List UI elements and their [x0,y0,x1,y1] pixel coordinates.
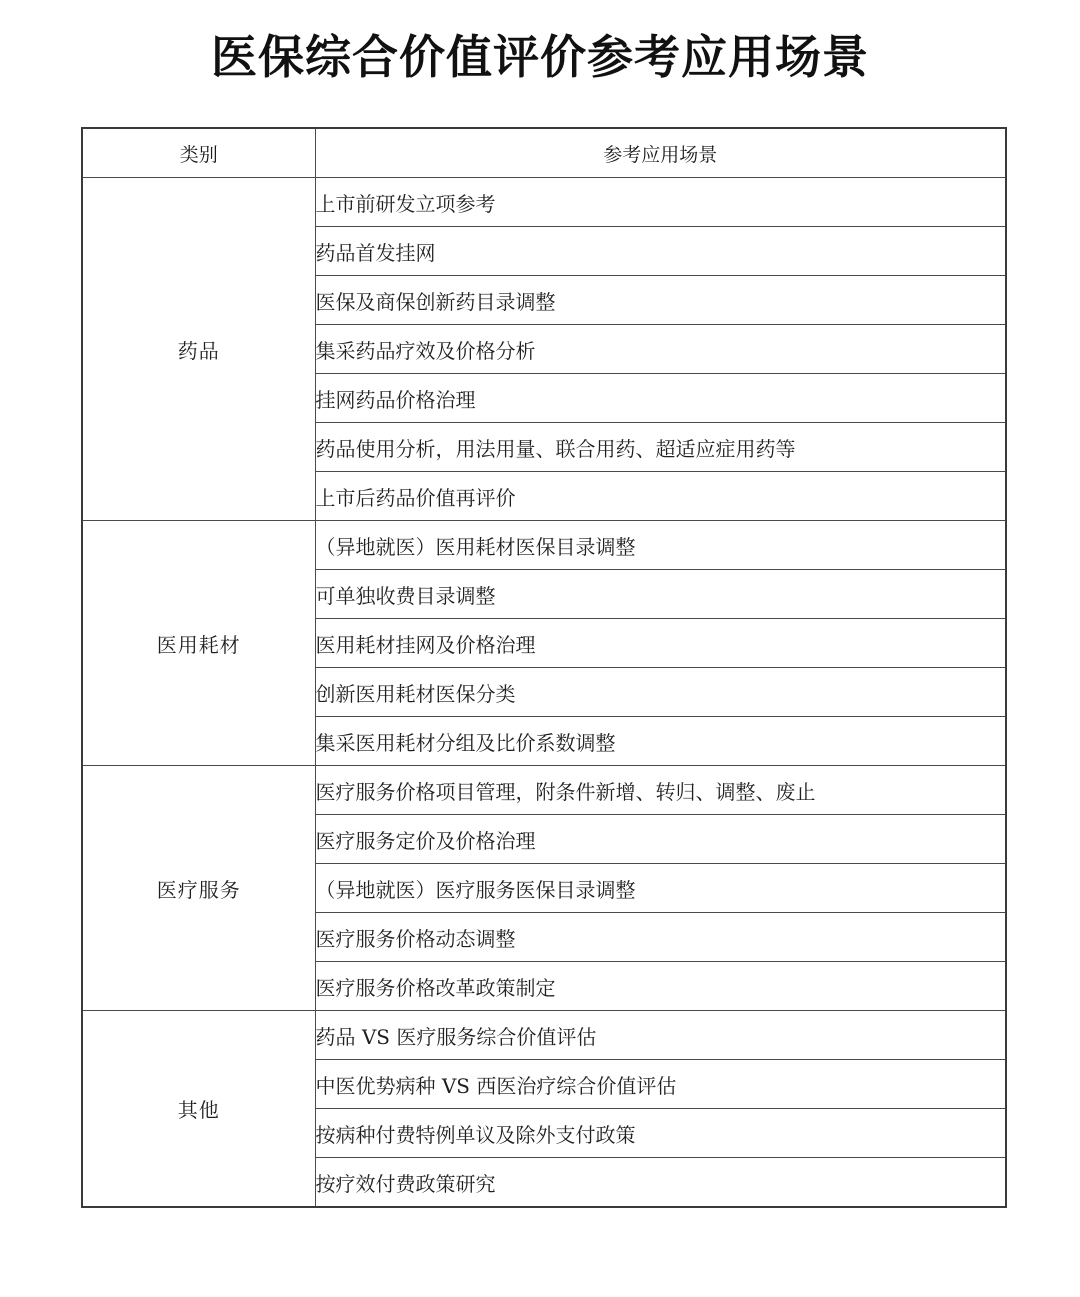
table-row [82,766,1006,815]
scene-cell: 医疗服务定价及价格治理 [315,815,1006,864]
table-row [82,521,1006,570]
scene-cell: 药品首发挂网 [315,227,1006,276]
scene-cell: 可单独收费目录调整 [315,570,1006,619]
scene-cell: 按疗效付费政策研究 [315,1158,1006,1208]
scene-cell: 药品 VS 医疗服务综合价值评估 [315,1011,1006,1060]
category-header: 类别 [82,128,315,178]
category-cell-medical-services: 医疗服务 [82,766,315,1011]
scene-cell: 创新医用耗材医保分类 [315,668,1006,717]
scenes-table [81,127,1007,1208]
scene-cell: 医疗服务价格项目管理，附条件新增、转归、调整、废止 [315,766,1006,815]
table-row [82,178,1006,227]
scene-cell: 医疗服务价格改革政策制定 [315,962,1006,1011]
scene-cell: （异地就医）医用耗材医保目录调整 [315,521,1006,570]
category-cell-consumables: 医用耗材 [82,521,315,766]
scene-cell: 医保及商保创新药目录调整 [315,276,1006,325]
scene-cell: 挂网药品价格治理 [315,374,1006,423]
scene-cell: 集采药品疗效及价格分析 [315,325,1006,374]
scene-cell: 上市后药品价值再评价 [315,472,1006,521]
scene-cell: 药品使用分析，用法用量、联合用药、超适应症用药等 [315,423,1006,472]
page-title: 医保综合价值评价参考应用场景 [211,30,869,84]
table-row [82,1011,1006,1060]
category-cell-drugs: 药品 [82,178,315,521]
scene-cell: 医疗服务价格动态调整 [315,913,1006,962]
scene-cell: 中医优势病种 VS 西医治疗综合价值评估 [315,1060,1006,1109]
scene-cell: 上市前研发立项参考 [315,178,1006,227]
scene-cell: 集采医用耗材分组及比价系数调整 [315,717,1006,766]
scene-cell: 按病种付费特例单议及除外支付政策 [315,1109,1006,1158]
category-cell-other: 其他 [82,1011,315,1208]
scene-cell: （异地就医）医疗服务医保目录调整 [315,864,1006,913]
scene-header: 参考应用场景 [315,128,1006,178]
header-row [82,128,1006,178]
scene-cell: 医用耗材挂网及价格治理 [315,619,1006,668]
